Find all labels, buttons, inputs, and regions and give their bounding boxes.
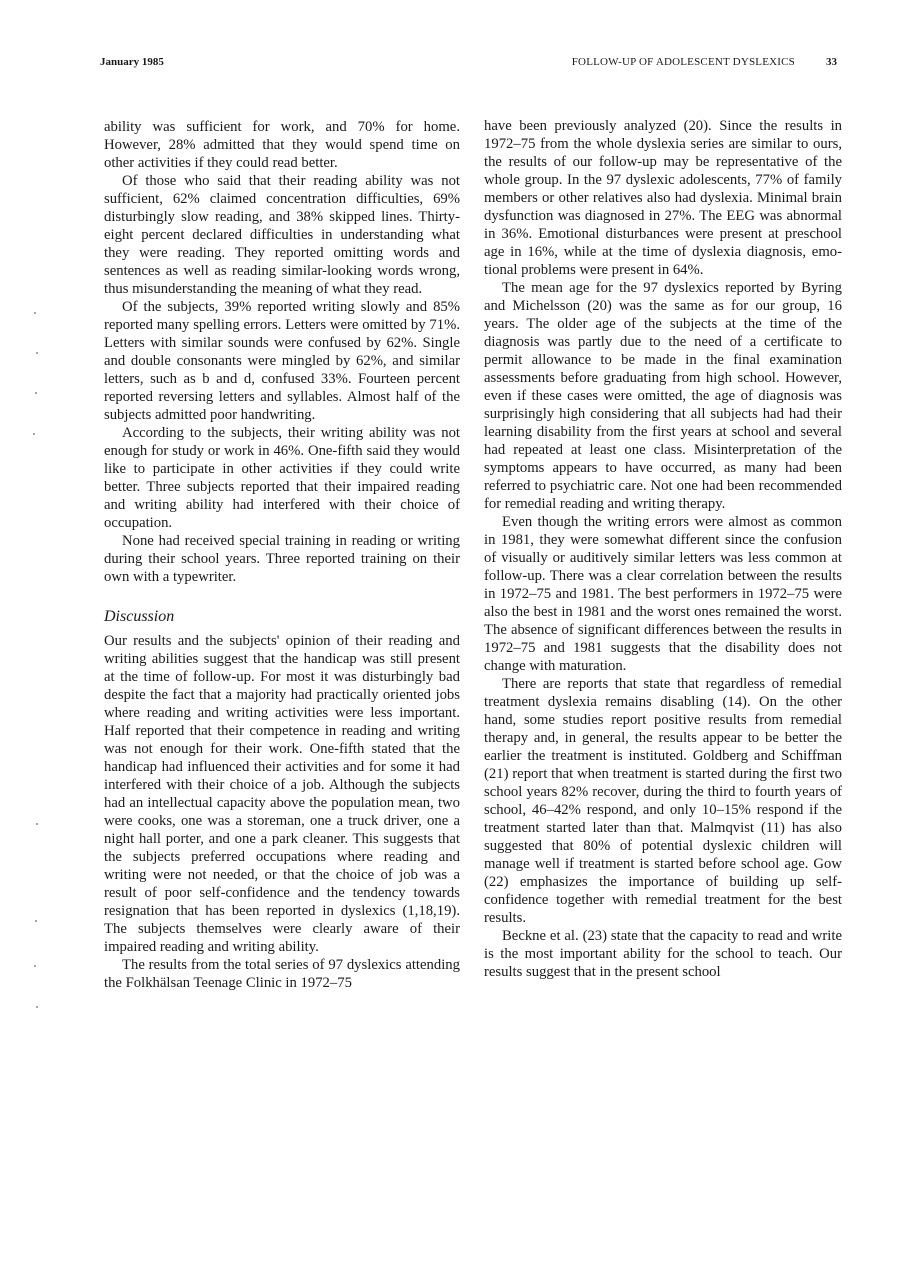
scan-speck (34, 965, 36, 967)
left-column (104, 118, 460, 992)
scan-speck (36, 352, 38, 354)
paragraph: None had received special training in reading or writing during their school years. Three reported training on their own with a typewriter. (104, 533, 460, 585)
scan-speck (33, 433, 35, 435)
page-number: 33 (826, 56, 837, 68)
paragraph: Our results and the subjects' opinion of their reading and writing abilities suggest that the handicap was still present at the time of follow-up. For most it was disturbingly bad despite the fact that a majority had practically oriented jobs where reading and writing activities were less important. Half reported that their competence in reading and writing was not enough for their work. One-fifth stated that the handicap had influenced their activities and for some it had interfered with their choice of a job. Although the subjects had an intellectual capacity above the population mean, two were cooks, one was a storeman, one a truck driver, one a night hall porter, and one a park cleaner. This suggests that the subjects preferred occupations where reading and writing were not needed, or that the choice of job was a result of poor self-confidence and the tendency towards resignation that has been reported in dyslexics (1,18,19). The subjects themselves were clearly aware of their impaired reading and writing ability. (104, 633, 460, 955)
running-head (100, 56, 837, 74)
paragraph: Of those who said that their reading ability was not sufficient, 62% claimed concentration difficulties, 69% disturbingly slow reading, and 38% skipped lines. Thirty-eight percent declared difficulties in understanding what they were reading. They reported omitting words and sentences as well as reading similar-looking words wrong, thus misunderstanding the meaning of what they read. (104, 173, 460, 297)
right-column (484, 117, 842, 981)
paragraph: The results from the total series of 97 dyslexics attending the Folkhälsan Teenage Clinic in 1972–75 (104, 957, 460, 991)
scan-speck (35, 920, 37, 922)
paragraph: Of the subjects, 39% reported writing slowly and 85% reported many spelling errors. Letters were omitted by 71%. Letters with similar sounds were confused by 62%. Single and double consonants were mingled by 62%, and similar letters, such as b and d, confused 33%. Fourteen percent reported reversing letters and syllables. Almost half of the subjects admitted poor handwriting. (104, 299, 460, 423)
scan-speck (35, 392, 37, 394)
issue-date: January 1985 (100, 56, 164, 68)
paragraph: Beckne et al. (23) state that the capacity to read and write is the most important ability for the school to teach. Our results suggest that in the present school (484, 928, 842, 980)
scan-speck (36, 823, 38, 825)
paragraph: have been previously analyzed (20). Since the results in 1972–75 from the whole dyslexia series are similar to ours, the results of our follow-up may be representative of the whole group. In the 97 dyslexic adolescents, 77% of family members or other relatives also had dyslexia. Minimal brain dysfunction was diagnosed in 27%. The EEG was abnormal in 36%. Emotional disturbances were present at preschool age in 16%, while at the time of dyslexia diagnosis, emotional problems were present in 64%. (484, 118, 842, 278)
paragraph: There are reports that state that regardless of remedial treatment dyslexia remains disabling (14). On the other hand, some studies report positive results from remedial therapy and, in general, the results appear to be better the earlier the treatment is instituted. Goldberg and Schiffman (21) report that when treatment is started during the first two school years 82% recover, during the third to fourth years of school, 46–42% respond, and only 10–15% respond if the treatment started later than that. Malmqvist (11) has also suggested that 80% of potential dyslexic children will manage well if treatment is started before school age. Gow (22) emphasizes the importance of building up self-confidence together with remedial treatment for the best results. (484, 676, 842, 926)
scan-speck (36, 1006, 38, 1008)
paragraph: Even though the writing errors were almost as common in 1981, they were somewhat different since the confusion of visually or auditively similar letters was less common at follow-up. There was a clear correlation between the results in 1972–75 and 1981. The best performers in 1972–75 were also the best in 1981 and the worst ones remained the worst. The absence of significant differences between the results in 1972–75 and 1981 suggests that the disability does not change with maturation. (484, 514, 842, 674)
paragraph: According to the subjects, their writing ability was not enough for study or work in 46%. One-fifth said they would like to participate in other activities if they could write better. Three subjects reported that their impaired reading and writing ability had interfered with their choice of occupation. (104, 425, 460, 531)
section-heading: Discussion (104, 608, 175, 625)
paragraph: ability was sufficient for work, and 70% for home. However, 28% admitted that they would spend time on other activities if they could read better. (104, 119, 460, 171)
scan-speck (34, 312, 36, 314)
paragraph: The mean age for the 97 dyslexics reported by Byring and Michelsson (20) was the same as for our group, 16 years. The older age of the subjects at the time of the diagnosis was partly due to the need of a certificate to permit allowance to be made in the final examination assessments before graduating from high school. However, even if these cases were omitted, the age of diagnosis was surprisingly high considering that all subjects had had their learning disability from the first years at school and several had repeated at least one class. Misinterpretation of the symptoms appears to have occurred, as many had been referred to psychiatric care. Not one had been recommended for remedial reading and writing therapy. (484, 280, 842, 512)
running-title: FOLLOW-UP OF ADOLESCENT DYSLEXICS (571, 56, 795, 68)
